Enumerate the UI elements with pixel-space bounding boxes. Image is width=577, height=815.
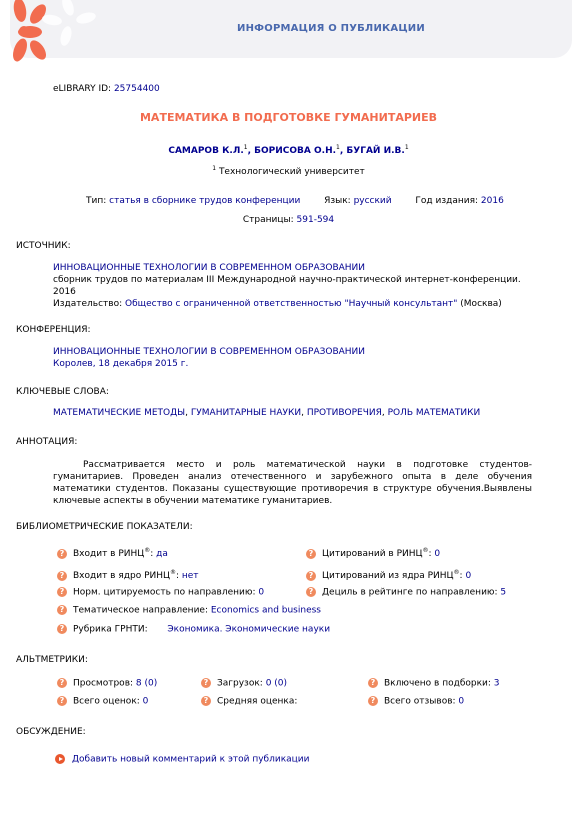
help-icon[interactable]: ? <box>57 678 67 688</box>
source-heading: ИСТОЧНИК: <box>16 241 71 251</box>
metric-label: Всего отзывов: <box>384 696 456 707</box>
metric-label: Цитирований в РИНЦ <box>322 549 423 559</box>
registered-mark: ® <box>144 547 151 554</box>
metric-value: 0 (0) <box>265 678 288 689</box>
help-icon[interactable]: ? <box>306 587 316 597</box>
metric-label: Тематическое направление: <box>73 605 208 616</box>
elibrary-id-label: eLIBRARY ID: <box>53 84 112 94</box>
metric-views <box>57 678 157 689</box>
author-link[interactable]: САМАРОВ К.Л. <box>168 146 244 156</box>
conference-heading: КОНФЕРЕНЦИЯ: <box>16 325 91 335</box>
language-value: русский <box>353 196 392 206</box>
registered-mark: ® <box>453 569 460 576</box>
metric-downloads <box>201 678 287 689</box>
metric-reviews <box>368 696 464 707</box>
keywords-heading: КЛЮЧЕВЫЕ СЛОВА: <box>16 387 109 397</box>
metric-value: 5 <box>500 587 507 598</box>
metric-avg-rating <box>201 696 297 707</box>
metric-value: 0 <box>465 571 472 581</box>
topic-link[interactable]: Economics and business <box>210 605 321 616</box>
source-year: 2016 <box>53 287 76 297</box>
affiliation-name: Технологический университет <box>218 167 365 177</box>
author-affil-sup: 1 <box>336 144 340 151</box>
publication-title: МАТЕМАТИКА В ПОДГОТОВКЕ ГУМАНИТАРИЕВ <box>139 111 438 124</box>
help-icon[interactable]: ? <box>57 605 67 615</box>
elibrary-id <box>53 84 160 94</box>
help-icon[interactable]: ? <box>57 696 67 706</box>
help-icon[interactable]: ? <box>57 587 67 597</box>
metric-citations-core: ? Цитирований из ядра РИНЦ®: 0 <box>306 569 471 581</box>
author-separator: , <box>339 146 347 156</box>
metric-collections <box>368 678 500 689</box>
metric-value: 0 <box>142 696 149 707</box>
metric-label: Просмотров: <box>73 678 134 689</box>
authors-line <box>0 144 577 156</box>
discussion-heading: ОБСУЖДЕНИЕ: <box>16 727 86 737</box>
metric-in-rinc-core: ? Входит в ядро РИНЦ®: нет <box>57 569 199 581</box>
page-header-title: ИНФОРМАЦИЯ О ПУБЛИКАЦИИ <box>237 23 425 34</box>
author-link[interactable]: БУГАЙ И.В. <box>346 146 405 156</box>
add-comment-link[interactable]: Добавить новый комментарий к этой публикации <box>72 754 310 765</box>
keyword-link[interactable]: ПРОТИВОРЕЧИЯ <box>306 408 382 418</box>
keyword-separator: , <box>381 408 388 418</box>
conference-title-link[interactable]: ИННОВАЦИОННЫЕ ТЕХНОЛОГИИ В СОВРЕМЕННОМ ОБРАЗОВАНИИ <box>53 347 366 357</box>
metric-value: 0 <box>258 587 265 598</box>
publisher-label: Издательство: <box>53 299 123 309</box>
keywords-list <box>53 407 480 419</box>
help-icon[interactable]: ? <box>201 696 211 706</box>
keyword-link[interactable]: МАТЕМАТИЧЕСКИЕ МЕТОДЫ <box>53 408 186 418</box>
help-icon[interactable]: ? <box>57 571 67 581</box>
type-value: статья в сборнике трудов конференции <box>109 196 301 206</box>
source-description: сборник трудов по материалам III Международной научно-практической интернет-конференции. <box>53 275 521 285</box>
flower-logo-icon <box>6 0 106 62</box>
keyword-separator: , <box>301 408 307 418</box>
metric-in-rinc: ? Входит в РИНЦ®: да <box>57 547 168 559</box>
author-link[interactable]: БОРИСОВА О.Н. <box>254 146 337 156</box>
metric-value: 8 (0) <box>135 678 158 689</box>
publication-meta <box>86 196 504 206</box>
pages <box>0 215 577 225</box>
help-icon[interactable]: ? <box>201 678 211 688</box>
elibrary-id-value: 25754400 <box>113 84 160 94</box>
author-affil-sup: 1 <box>404 144 409 151</box>
pages-value: 591-594 <box>296 215 335 225</box>
type-label: Тип: <box>86 196 107 206</box>
source-title-link[interactable]: ИННОВАЦИОННЫЕ ТЕХНОЛОГИИ В СОВРЕМЕННОМ ОБРАЗОВАНИИ <box>53 263 366 273</box>
metric-citations-rinc: ? Цитирований в РИНЦ®: 0 <box>306 547 440 559</box>
metric-label: Норм. цитируемость по направлению: <box>73 587 256 598</box>
metric-topic <box>57 605 321 616</box>
conference-block <box>53 346 365 370</box>
keyword-separator: , <box>185 408 191 418</box>
publisher-link[interactable]: Общество с ограниченной ответственностью "Научный консультант" <box>125 299 458 309</box>
grnti-link[interactable]: Экономика. Экономические науки <box>167 624 331 635</box>
metric-grnti <box>57 624 330 635</box>
metric-value: 0 <box>434 549 441 559</box>
year-label: Год издания: <box>415 196 479 206</box>
help-icon[interactable]: ? <box>57 549 67 559</box>
year-value: 2016 <box>480 196 504 206</box>
source-block <box>53 262 521 310</box>
altmetrics-heading: АЛЬТМЕТРИКИ: <box>16 655 88 665</box>
help-icon[interactable]: ? <box>57 624 67 634</box>
metric-label: Дециль в рейтинге по направлению: <box>322 587 498 598</box>
help-icon[interactable]: ? <box>306 549 316 559</box>
metric-label: Рубрика ГРНТИ: <box>73 624 148 635</box>
metric-value: нет <box>181 571 199 581</box>
metric-label: Включено в подборки: <box>384 678 491 689</box>
publisher-city: (Москва) <box>460 299 502 309</box>
metric-label: Всего оценок: <box>73 696 140 707</box>
metric-ratings <box>57 696 148 707</box>
abstract-heading: АННОТАЦИЯ: <box>16 437 78 447</box>
help-icon[interactable]: ? <box>368 696 378 706</box>
metric-norm-citation <box>57 587 264 598</box>
add-comment-row[interactable] <box>55 754 309 765</box>
keyword-link[interactable]: РОЛЬ МАТЕМАТИКИ <box>387 408 481 418</box>
author-separator: , <box>247 146 255 156</box>
affiliation <box>0 165 577 177</box>
metric-label: Входит в ядро РИНЦ <box>73 571 170 581</box>
pages-label: Страницы: <box>242 215 294 225</box>
metric-label: Средняя оценка: <box>217 696 298 707</box>
affiliation-sup: 1 <box>212 165 217 172</box>
registered-mark: ® <box>422 547 429 554</box>
help-icon[interactable]: ? <box>306 571 316 581</box>
metric-label: Входит в РИНЦ <box>73 549 145 559</box>
conference-place-date: Королев, 18 декабря 2015 г. <box>53 359 189 369</box>
play-icon[interactable] <box>55 754 65 764</box>
language-label: Язык: <box>324 196 351 206</box>
metric-value: да <box>156 549 168 559</box>
metric-value: 3 <box>493 678 500 689</box>
author-affil-sup: 1 <box>243 144 248 151</box>
registered-mark: ® <box>169 569 176 576</box>
keyword-link[interactable]: ГУМАНИТАРНЫЕ НАУКИ <box>190 408 302 418</box>
help-icon[interactable]: ? <box>368 678 378 688</box>
metric-label: Цитирований из ядра РИНЦ <box>322 571 454 581</box>
abstract-text: Рассматривается место и роль математической науки в подготовке студентов- гуманитариев. Проведен анализ отечественного и зарубежного опыта в деле обучения математики студентов. Показаны существующие противоречия в структуре обучения.Выявлены ключевые аспекты в обучении математике гуманитариев. <box>53 460 532 506</box>
bibliometrics-heading: БИБЛИОМЕТРИЧЕСКИЕ ПОКАЗАТЕЛИ: <box>16 522 193 532</box>
metric-label: Загрузок: <box>217 678 263 689</box>
metric-decile <box>306 587 506 598</box>
metric-value: 0 <box>458 696 465 707</box>
